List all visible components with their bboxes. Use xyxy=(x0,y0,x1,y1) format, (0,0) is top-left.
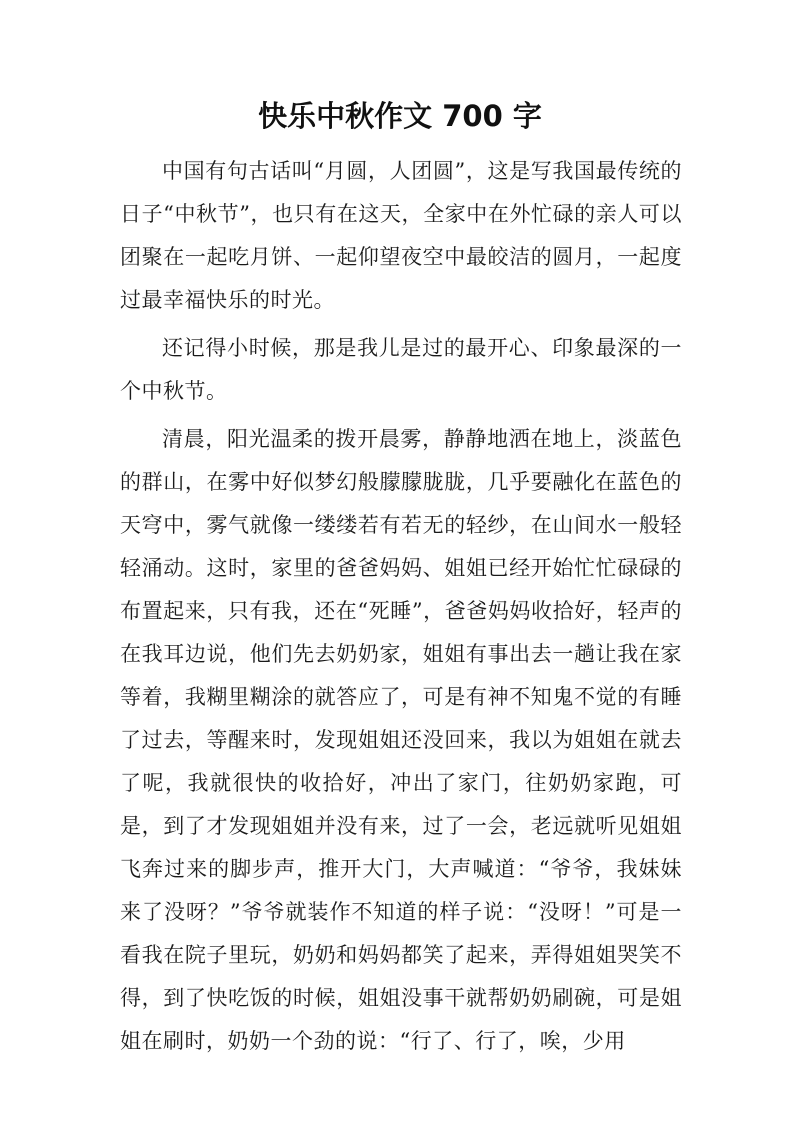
page-title: 快乐中秋作文 700 字 xyxy=(258,99,542,133)
essay-body xyxy=(120,150,682,1068)
paragraph-1: 中国有句古话叫“月圆，人团圆”，这是写我国最传统的日子“中秋节”，也只有在这天，全家中在外忙碌的亲人可以团聚在一起吃月饼、一起仰望夜空中最皎洁的圆月，一起度过最幸福快乐的时光。 xyxy=(120,159,682,312)
paragraph-2: 还记得小时候，那是我儿是过的最开心、印象最深的一个中秋节。 xyxy=(120,336,682,403)
paragraph-3: 清晨，阳光温柔的拨开晨雾，静静地洒在地上，淡蓝色的群山，在雾中好似梦幻般朦朦胧胧，几乎要融化在蓝色的天穹中，雾气就像一缕缕若有若无的轻纱，在山间水一般轻轻涌动。这时，家里的爸爸妈妈、姐姐已经开始忙忙碌碌的布置起来，只有我，还在“死睡”，爸爸妈妈收拾好，轻声的在我耳边说，他们先去奶奶家，姐姐有事出去一趟让我在家等着，我糊里糊涂的就答应了，可是有神不知鬼不觉的有睡了过去，等醒来时，发现姐姐还没回来，我以为姐姐在就去了呢，我就很快的收拾好，冲出了家门，往奶奶家跑，可是，到了才发现姐姐并没有来，过了一会，老远就听见姐姐飞奔过来的脚步声，推开大门，大声喊道：“爷爷，我妹妹来了没呀？”爷爷就装作不知道的样子说：“没呀！”可是一看我在院子里玩，奶奶和妈妈都笑了起来，弄得姐姐哭笑不得，到了快吃饭的时候，姐姐没事干就帮奶奶刷碗，可是姐姐在刷时，奶奶一个劲的说：“行了、行了，唉，少用 xyxy=(120,427,682,1053)
